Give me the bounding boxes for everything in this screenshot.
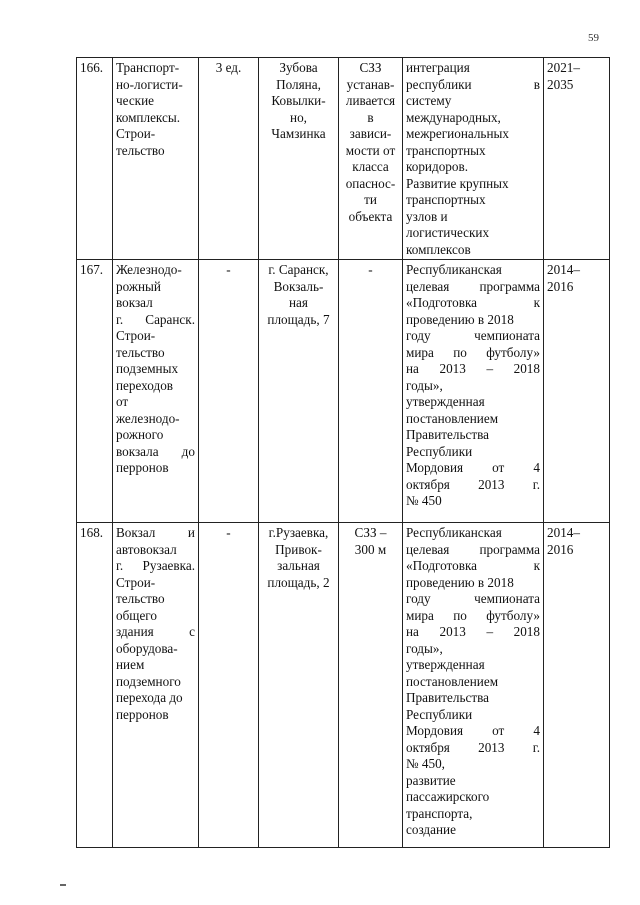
basis-line: № 450, — [406, 756, 445, 771]
scan-mark — [60, 884, 66, 886]
basis-cell — [403, 260, 544, 523]
loc-line: Поляна, — [276, 76, 321, 92]
loc-line: Зубова — [279, 60, 318, 75]
name-line: от — [116, 394, 129, 409]
basis-line: октября 2013 г. — [406, 739, 540, 755]
period-cell — [544, 523, 610, 848]
name-line: тельство — [116, 142, 165, 158]
name-line: тельство — [116, 344, 165, 360]
basis-line: создание — [406, 822, 456, 837]
szz-line: ливается — [345, 93, 396, 108]
szz-line: - — [368, 262, 373, 277]
loc-line: г.Рузаевка, — [268, 525, 329, 540]
period-cell — [544, 58, 610, 260]
basis-line: межрегиональных — [406, 126, 509, 141]
name-line: рожный — [116, 278, 161, 294]
basis-line: проведению в 2018 — [406, 311, 514, 327]
szz-line: мости от — [345, 142, 396, 158]
szz-line: ти — [364, 192, 377, 207]
basis-line: международных, — [406, 109, 501, 125]
szz-line: объекта — [348, 208, 393, 224]
row-number: 167. — [77, 260, 113, 523]
basis-line: утвержденная — [406, 394, 485, 409]
szz-line: СЗЗ – — [354, 525, 387, 540]
sanitary-zone-cell — [339, 58, 403, 260]
basis-line: логистических — [406, 225, 490, 240]
name-line: комплексы. — [116, 109, 181, 125]
loc-line: площадь, 2 — [267, 574, 330, 590]
basis-line: году чемпионата — [406, 328, 540, 343]
name-line: Строи- — [116, 328, 156, 343]
page-number: 59 — [588, 32, 599, 44]
basis-line: целевая программа — [406, 541, 540, 557]
name-line: Транспорт- — [116, 60, 180, 75]
name-line: перехода до — [116, 690, 183, 705]
basis-line: мира по футболу» — [406, 607, 540, 623]
loc-line: но, — [290, 109, 307, 125]
row-number: 168. — [77, 523, 113, 848]
basis-line: Республики — [406, 443, 473, 459]
basis-line: транспорта, — [406, 805, 473, 821]
basis-line: транспортных — [406, 192, 486, 207]
name-line: но-логисти- — [116, 76, 183, 92]
period-cell — [544, 260, 610, 523]
basis-line: утвержденная — [406, 657, 485, 672]
basis-line: Правительства — [406, 427, 489, 442]
basis-line: Мордовия от 4 — [406, 723, 540, 738]
name-line: г. Рузаевка. — [116, 558, 195, 573]
quantity-cell: - — [199, 260, 259, 523]
table-row — [77, 260, 610, 523]
basis-line: Развитие крупных — [406, 175, 509, 191]
name-line: вокзала до — [116, 443, 195, 459]
loc-line: Привок- — [275, 541, 322, 557]
loc-line: Вокзаль- — [273, 278, 324, 294]
szz-line: устанав- — [346, 76, 395, 92]
szz-line: 300 м — [354, 541, 387, 557]
period-line: 2021– — [547, 60, 580, 75]
basis-line: транспортных — [406, 142, 486, 158]
szz-line: зависи- — [349, 126, 392, 141]
name-line: перронов — [116, 460, 169, 475]
basis-line: проведению в 2018 — [406, 574, 514, 590]
row-number: 166. — [77, 58, 113, 260]
table-row — [77, 58, 610, 260]
loc-line: г. Саранск, — [268, 262, 329, 277]
loc-line: ная — [289, 295, 308, 310]
sanitary-zone-cell — [339, 260, 403, 523]
szz-line: в — [367, 109, 374, 125]
szz-line: СЗЗ — [359, 60, 382, 75]
table-row — [77, 523, 610, 848]
basis-line: интеграция — [406, 60, 470, 75]
name-line: Строи- — [116, 574, 156, 590]
basis-line: целевая программа — [406, 278, 540, 294]
name-line: здания с — [116, 624, 195, 639]
period-line: 2016 — [547, 541, 574, 557]
basis-line: узлов и — [406, 208, 448, 224]
szz-line: класса — [352, 159, 389, 174]
name-line: нием — [116, 657, 145, 672]
basis-line: году чемпионата — [406, 591, 540, 606]
basis-line: Правительства — [406, 690, 489, 705]
name-line: Железнодо- — [116, 262, 182, 277]
name-line: тельство — [116, 591, 165, 606]
location-cell — [259, 260, 339, 523]
period-line: 2014– — [547, 525, 580, 540]
name-line: подземного — [116, 673, 181, 689]
quantity-cell: - — [199, 523, 259, 848]
name-line: подземных — [116, 361, 179, 376]
basis-line: Республики — [406, 706, 473, 722]
object-name-cell — [113, 58, 199, 260]
basis-line: Республиканская — [406, 525, 502, 540]
loc-line: Ковылки- — [271, 93, 326, 108]
location-cell — [259, 58, 339, 260]
period-line: 2016 — [547, 278, 574, 294]
name-line: переходов — [116, 377, 174, 393]
name-line: автовокзал — [116, 541, 177, 557]
loc-line: Чамзинка — [271, 126, 326, 141]
basis-line: на 2013 – 2018 — [406, 361, 540, 376]
sanitary-zone-cell — [339, 523, 403, 848]
basis-line: № 450 — [406, 493, 442, 508]
location-cell — [259, 523, 339, 848]
basis-line: республики в — [406, 76, 540, 92]
basis-line: Мордовия от 4 — [406, 460, 540, 475]
basis-cell — [403, 523, 544, 848]
basis-line: мира по футболу» — [406, 344, 540, 360]
name-line: Строи- — [116, 126, 156, 141]
name-line: ческие — [116, 93, 154, 108]
szz-line: опаснос- — [345, 175, 396, 191]
loc-line: зальная — [277, 558, 320, 573]
basis-line: на 2013 – 2018 — [406, 624, 540, 639]
object-name-cell — [113, 523, 199, 848]
basis-line: октября 2013 г. — [406, 476, 540, 492]
basis-line: коридоров. — [406, 159, 468, 174]
basis-line: «Подготовка к — [406, 295, 540, 310]
name-line: железнодо- — [116, 410, 180, 426]
basis-cell — [403, 58, 544, 260]
basis-line: развитие — [406, 772, 456, 788]
name-line: рожного — [116, 427, 164, 442]
loc-line: площадь, 7 — [267, 311, 330, 327]
basis-line: постановлением — [406, 673, 499, 689]
name-line: г. Саранск. — [116, 311, 195, 327]
basis-line: постановлением — [406, 410, 499, 426]
basis-line: годы», — [406, 640, 443, 656]
name-line: вокзал — [116, 295, 153, 310]
period-line: 2035 — [547, 76, 574, 92]
basis-line: пассажирского — [406, 789, 490, 804]
name-line: оборудова- — [116, 640, 178, 656]
registry-table — [76, 57, 610, 848]
basis-line: комплексов — [406, 241, 471, 257]
basis-line: Республиканская — [406, 262, 502, 277]
object-name-cell — [113, 260, 199, 523]
period-line: 2014– — [547, 262, 580, 277]
basis-line: «Подготовка к — [406, 558, 540, 573]
name-line: перронов — [116, 706, 169, 722]
name-line: общего — [116, 607, 157, 623]
basis-line: годы», — [406, 377, 443, 393]
basis-line: систему — [406, 93, 452, 108]
name-line: Вокзал и — [116, 525, 195, 540]
quantity-cell: 3 ед. — [199, 58, 259, 260]
